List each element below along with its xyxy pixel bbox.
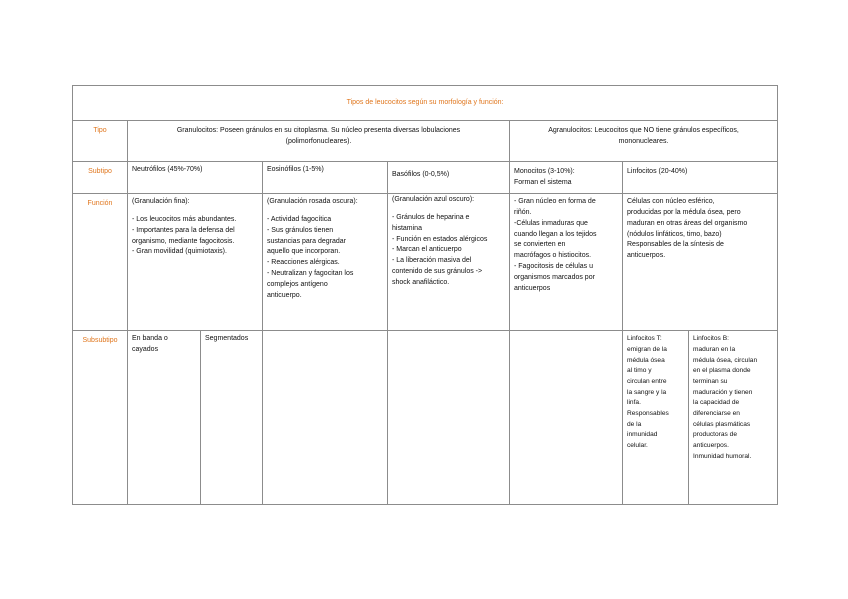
- basofilos-line: - La liberación masiva del: [392, 257, 472, 265]
- linfocitos-b-line: la capacidad de: [693, 399, 740, 407]
- linfocitos-b-line: Linfocitos B:: [693, 335, 729, 343]
- agranulocitos-line-2: mononucleares.: [618, 138, 669, 146]
- cell-linfocitos: Linfocitos (20-40%): [623, 161, 778, 193]
- basofilos-line: - Marcan el anticuerpo: [392, 246, 462, 254]
- linfocitos-line: Responsables de la síntesis de: [627, 241, 724, 249]
- cell-monocitos: [510, 161, 623, 193]
- cell-neutrofilos: Neutrófilos (45%-70%): [128, 161, 263, 193]
- cell-eosinofilos: Eosinófilos (1-5%): [263, 161, 388, 193]
- neutrofilos-head: (Granulación fina):: [132, 198, 190, 205]
- linfocitos-t-line: al timo y: [627, 367, 652, 375]
- funcion-neutrofilos: [128, 194, 263, 331]
- row-label-funcion: Función: [73, 194, 128, 331]
- neutrofilos-line: organismo, mediante fagocitosis.: [132, 237, 235, 245]
- eosinofilos-line: complejos antígeno: [267, 280, 328, 288]
- cell-basofilos: Basófilos (0-0,5%): [388, 161, 510, 193]
- monocitos-line: - Fagocitosis de células u: [514, 263, 593, 271]
- linfocitos-b-line: diferenciarse en: [693, 410, 740, 417]
- linfocitos-t-line: inmunidad: [627, 431, 658, 439]
- monocitos-line: -Células inmaduras que: [514, 219, 588, 227]
- eosinofilos-head: (Granulación rosada oscura):: [267, 198, 358, 205]
- linfocitos-line: Células con núcleo esférico,: [627, 198, 715, 205]
- leukocyte-table: [72, 85, 778, 505]
- cell-en-banda: [128, 331, 201, 505]
- cell-linfocitos-b: [689, 331, 778, 505]
- funcion-basofilos: [388, 194, 510, 331]
- monocitos-line-2: Forman el sistema: [514, 178, 572, 186]
- linfocitos-b-line: anticuerpos.: [693, 442, 729, 450]
- linfocitos-b-line: terminan su: [693, 377, 728, 385]
- eosinofilos-line: - Sus gránulos tienen: [267, 226, 334, 234]
- cell-granulocitos: [128, 121, 510, 161]
- eosinofilos-line: - Reacciones alérgicas.: [267, 259, 340, 267]
- monocitos-line: anticuerpos: [514, 284, 551, 292]
- row-label-subtipo: Subtipo: [73, 161, 128, 193]
- linfocitos-b-line: Inmunidad humoral.: [693, 452, 752, 460]
- linfocitos-t-line: emigran de la: [627, 345, 667, 353]
- linfocitos-t-line: linfa.: [627, 399, 641, 407]
- basofilos-line: shock anafiláctico.: [392, 278, 450, 286]
- linfocitos-b-line: en el plasma donde: [693, 367, 751, 375]
- monocitos-line: organismos marcados por: [514, 273, 595, 281]
- granulocitos-line-1: Granulocitos: Poseen gránulos en su citoplasma. Su núcleo presenta diversas lobulaciones: [176, 127, 461, 135]
- cell-segmentados: Segmentados: [201, 331, 263, 505]
- linfocitos-b-line: células plasmáticas: [693, 420, 751, 428]
- en-banda-line-2: cayados: [132, 346, 159, 354]
- funcion-linfocitos: [623, 194, 778, 331]
- monocitos-line: cuando llegan a los tejidos: [514, 230, 597, 238]
- linfocitos-b-line: médula ósea, circulan: [693, 356, 758, 364]
- table-title: Tipos de leucocitos según su morfología y función:: [73, 86, 778, 121]
- linfocitos-t-line: Responsables: [627, 410, 669, 417]
- en-banda-line-1: En banda o: [132, 335, 168, 343]
- granulocitos-line-2: (polimorfonucleares).: [285, 138, 352, 146]
- monocitos-line: - Gran núcleo en forma de: [514, 198, 596, 205]
- linfocitos-b-line: maduran en la: [693, 345, 736, 353]
- funcion-eosinofilos: [263, 194, 388, 331]
- basofilos-head: (Granulación azul oscuro):: [392, 196, 475, 203]
- monocitos-line-1: Monocitos (3-10%):: [514, 167, 575, 175]
- monocitos-line: se convierten en: [514, 241, 566, 249]
- neutrofilos-line: - Gran movilidad (quimiotaxis).: [132, 248, 227, 256]
- monocitos-line: macrófagos o histiocitos.: [514, 252, 592, 260]
- linfocitos-t-line: celular.: [627, 442, 648, 450]
- row-label-subsubtipo: Subsubtipo: [73, 331, 128, 505]
- agranulocitos-line-1: Agranulocitos: Leucocitos que NO tiene gránulos específicos,: [548, 127, 739, 135]
- neutrofilos-line: - Los leucocitos más abundantes.: [132, 215, 237, 223]
- cell-agranulocitos: [510, 121, 778, 161]
- basofilos-line: - Gránulos de heparina e: [392, 213, 470, 221]
- linfocitos-t-line: de la: [627, 420, 642, 428]
- linfocitos-line: anticuerpos.: [627, 252, 666, 260]
- eosinofilos-line: - Actividad fagocítica: [267, 215, 332, 223]
- linfocitos-line: producidas por la médula ósea, pero: [627, 208, 741, 216]
- linfocitos-t-line: circulan entre: [627, 377, 667, 385]
- monocitos-line: riñón.: [514, 208, 532, 216]
- linfocitos-line: maduran en otras áreas del organismo: [627, 219, 748, 227]
- linfocitos-t-line: Linfocitos T:: [627, 335, 662, 343]
- linfocitos-t-line: médula ósea: [627, 356, 665, 364]
- neutrofilos-line: - Importantes para la defensa del: [132, 226, 235, 234]
- linfocitos-line: (nódulos linfáticos, timo, bazo): [627, 230, 722, 238]
- basofilos-line: contenido de sus gránulos ->: [392, 268, 483, 276]
- eosinofilos-line: sustancias para degradar: [267, 237, 346, 245]
- cell-empty-monocitos: [510, 331, 623, 505]
- row-label-tipo: Tipo: [73, 121, 128, 161]
- eosinofilos-line: anticuerpo.: [267, 291, 302, 299]
- basofilos-line: - Función en estados alérgicos: [392, 235, 488, 243]
- linfocitos-t-line: la sangre y la: [627, 388, 667, 396]
- eosinofilos-line: aquello que incorporan.: [267, 248, 341, 256]
- cell-linfocitos-t: [623, 331, 689, 505]
- cell-empty-eosinofilos: [263, 331, 388, 505]
- basofilos-line: histamina: [392, 224, 422, 232]
- eosinofilos-line: - Neutralizan y fagocitan los: [267, 270, 354, 278]
- linfocitos-b-line: productoras de: [693, 431, 737, 439]
- linfocitos-b-line: maduración y tienen: [693, 388, 753, 396]
- cell-empty-basofilos: [388, 331, 510, 505]
- funcion-monocitos: [510, 194, 623, 331]
